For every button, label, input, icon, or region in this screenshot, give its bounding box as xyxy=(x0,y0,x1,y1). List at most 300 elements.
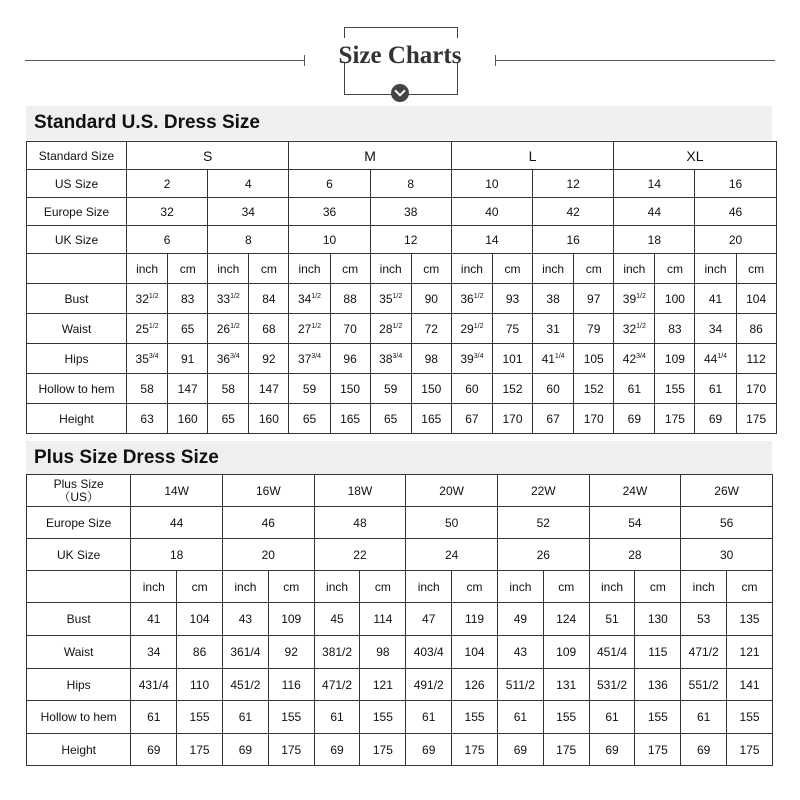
measurement-fraction: 1/2 xyxy=(148,292,159,300)
measurement-value: 165 xyxy=(340,411,361,426)
size-value-cell: 22 xyxy=(314,539,406,571)
measurement-cell: 41 xyxy=(131,603,177,636)
measurement-cell xyxy=(736,374,776,404)
measurement-value: 34 xyxy=(297,291,312,306)
plus-size-label: Plus Size xyxy=(53,476,104,491)
measurement-cell xyxy=(370,284,411,314)
measurement-row xyxy=(27,284,777,314)
measurement-cell xyxy=(493,344,533,374)
measurement-fraction: 1/4 xyxy=(717,352,728,360)
measurement-value: 90 xyxy=(424,291,438,306)
measurement-cell xyxy=(451,284,492,314)
size-value-cell: 14 xyxy=(614,170,695,198)
plus-size-table xyxy=(26,474,773,766)
uk-size-row xyxy=(27,539,773,571)
size-value-cell: 12 xyxy=(533,170,614,198)
measurement-value: 97 xyxy=(587,291,601,306)
measurement-cell: 61 xyxy=(406,701,452,734)
measurement-value: 59 xyxy=(302,381,317,396)
measurement-cell: 155 xyxy=(177,701,223,734)
size-value-cell: 36 xyxy=(289,198,370,226)
measurement-cell: 175 xyxy=(177,734,223,766)
measurement-cell: 69 xyxy=(497,734,543,766)
unit-inch-cell: inch xyxy=(222,571,268,603)
measurement-cell xyxy=(655,404,695,434)
size-cell: 22W xyxy=(497,475,589,507)
measurement-value: 31 xyxy=(546,321,560,336)
measurement-cell: 451/4 xyxy=(589,636,635,669)
size-value-cell: 6 xyxy=(289,170,370,198)
measurement-cell xyxy=(533,284,574,314)
size-value-cell: 38 xyxy=(370,198,451,226)
size-value-cell: 2 xyxy=(127,170,208,198)
measurement-cell xyxy=(249,374,289,404)
measurement-cell: 61 xyxy=(497,701,543,734)
measurement-cell: 98 xyxy=(360,636,406,669)
measurement-fraction: 3/4 xyxy=(636,352,646,360)
measurement-cell xyxy=(330,314,370,344)
measurement-row xyxy=(27,701,773,734)
europe-size-row xyxy=(27,507,773,539)
measurement-cell xyxy=(574,344,614,374)
size-value-cell: 26 xyxy=(497,539,589,571)
measurement-cell: 121 xyxy=(727,636,773,669)
row-label: UK Size xyxy=(27,539,131,571)
unit-cm-cell: cm xyxy=(635,571,681,603)
measurement-cell: 104 xyxy=(177,603,223,636)
size-value-cell: 12 xyxy=(370,226,451,254)
measurement-cell: 403/4 xyxy=(406,636,452,669)
measurement-cell xyxy=(289,314,330,344)
size-value-cell: 20 xyxy=(695,226,776,254)
measurement-cell xyxy=(289,374,330,404)
measurement-cell: 175 xyxy=(543,734,589,766)
measurement-cell xyxy=(614,314,655,344)
measurement-cell xyxy=(330,344,370,374)
plus-section-title: Plus Size Dress Size xyxy=(26,441,772,475)
measurement-cell xyxy=(370,314,411,344)
size-value-cell: 8 xyxy=(208,226,289,254)
measurement-cell xyxy=(574,314,614,344)
measurement-value: 75 xyxy=(505,321,520,336)
measurement-cell: 61 xyxy=(681,701,727,734)
unit-cm-cell: cm xyxy=(411,254,451,284)
unit-cm-cell: cm xyxy=(543,571,589,603)
measurement-cell: 86 xyxy=(177,636,223,669)
measurement-value: 41 xyxy=(708,291,723,306)
measurement-cell xyxy=(736,314,776,344)
measurement-value: 37 xyxy=(297,351,312,366)
measurement-cell xyxy=(411,284,451,314)
measurement-fraction: 1/2 xyxy=(230,292,240,300)
measurement-value: 150 xyxy=(421,381,442,396)
unit-inch-cell: inch xyxy=(370,254,411,284)
measurement-value: 155 xyxy=(664,381,685,396)
measurement-cell: 135 xyxy=(727,603,773,636)
measurement-cell: 381/2 xyxy=(314,636,360,669)
measurement-cell xyxy=(493,314,533,344)
measurement-cell xyxy=(249,314,289,344)
size-value-cell: 46 xyxy=(222,507,314,539)
measurement-fraction: 1/2 xyxy=(311,292,322,300)
measurement-value: 83 xyxy=(181,291,195,306)
measurement-fraction: 3/4 xyxy=(473,352,484,360)
size-value-cell: 30 xyxy=(681,539,773,571)
measurement-cell: 61 xyxy=(222,701,268,734)
measurement-cell: 155 xyxy=(543,701,589,734)
measurement-value: 25 xyxy=(135,321,149,336)
measurement-value: 60 xyxy=(465,381,479,396)
unit-cm-cell: cm xyxy=(177,571,223,603)
measurement-cell xyxy=(533,314,574,344)
measurement-cell: 136 xyxy=(635,669,681,701)
measurement-cell xyxy=(655,344,695,374)
measurement-cell: 141 xyxy=(727,669,773,701)
measurement-cell: 45 xyxy=(314,603,360,636)
size-value-cell: 20 xyxy=(222,539,314,571)
unit-row xyxy=(27,254,777,284)
measurement-cell xyxy=(411,314,451,344)
measurement-cell: 110 xyxy=(177,669,223,701)
size-value-cell: 48 xyxy=(314,507,406,539)
header-rule-left xyxy=(25,60,305,61)
measurement-cell: 109 xyxy=(543,636,589,669)
row-label: Hips xyxy=(27,669,131,701)
unit-inch-cell: inch xyxy=(497,571,543,603)
measurement-value: 69 xyxy=(708,411,723,426)
measurement-value: 26 xyxy=(216,321,231,336)
empty-cell xyxy=(27,571,131,603)
row-label: Height xyxy=(27,734,131,766)
unit-cm-cell: cm xyxy=(493,254,533,284)
measurement-cell xyxy=(533,344,574,374)
measurement-value: 160 xyxy=(258,411,279,426)
measurement-cell xyxy=(574,374,614,404)
measurement-value: 35 xyxy=(379,291,393,306)
unit-cm-cell: cm xyxy=(249,254,289,284)
unit-inch-cell: inch xyxy=(314,571,360,603)
unit-cm-cell: cm xyxy=(727,571,773,603)
measurement-cell xyxy=(168,314,208,344)
measurement-value: 152 xyxy=(502,381,523,396)
measurement-cell xyxy=(208,404,249,434)
unit-cm-cell: cm xyxy=(655,254,695,284)
measurement-row xyxy=(27,374,777,404)
size-value-cell: 8 xyxy=(370,170,451,198)
size-cell: 18W xyxy=(314,475,406,507)
unit-inch-cell: inch xyxy=(131,571,177,603)
measurement-fraction: 1/4 xyxy=(554,352,565,360)
measurement-row xyxy=(27,404,777,434)
unit-inch-cell: inch xyxy=(208,254,249,284)
measurement-cell: 69 xyxy=(222,734,268,766)
measurement-cell xyxy=(370,374,411,404)
measurement-value: 63 xyxy=(140,411,154,426)
measurement-cell xyxy=(289,284,330,314)
size-value-cell: 10 xyxy=(289,226,370,254)
measurement-cell: 61 xyxy=(314,701,360,734)
measurement-cell: 61 xyxy=(131,701,177,734)
measurement-value: 35 xyxy=(135,351,149,366)
measurement-fraction: 1/2 xyxy=(230,322,240,330)
unit-inch-cell: inch xyxy=(289,254,330,284)
row-label: Waist xyxy=(27,314,127,344)
size-cell: XL xyxy=(614,142,776,170)
measurement-value: 29 xyxy=(460,321,474,336)
measurement-cell xyxy=(411,404,451,434)
measurement-cell xyxy=(127,284,168,314)
measurement-value: 42 xyxy=(622,351,637,366)
measurement-cell xyxy=(695,314,736,344)
measurement-value: 60 xyxy=(546,381,560,396)
size-value-cell: 54 xyxy=(589,507,681,539)
measurement-cell xyxy=(493,284,533,314)
measurement-cell xyxy=(655,284,695,314)
size-value-cell: 34 xyxy=(208,198,289,226)
measurement-cell: 115 xyxy=(635,636,681,669)
measurement-cell xyxy=(614,344,655,374)
row-label: Bust xyxy=(27,284,127,314)
unit-inch-cell: inch xyxy=(589,571,635,603)
measurement-row xyxy=(27,669,773,701)
plus-size-row xyxy=(27,475,773,507)
row-label: US Size xyxy=(27,170,127,198)
plus-size-label-unit: （US） xyxy=(58,489,99,504)
measurement-value: 170 xyxy=(502,411,523,426)
row-label xyxy=(27,475,131,507)
size-value-cell: 28 xyxy=(589,539,681,571)
standard-section-title: Standard U.S. Dress Size xyxy=(26,106,772,140)
measurement-cell: 43 xyxy=(222,603,268,636)
measurement-value: 101 xyxy=(502,351,523,366)
measurement-value: 58 xyxy=(140,381,154,396)
chevron-down-icon xyxy=(391,84,409,102)
measurement-cell: 34 xyxy=(131,636,177,669)
us-size-row xyxy=(27,170,777,198)
measurement-cell: 69 xyxy=(314,734,360,766)
measurement-fraction: 1/2 xyxy=(473,292,484,300)
measurement-value: 91 xyxy=(181,351,195,366)
row-label: Bust xyxy=(27,603,131,636)
measurement-cell: 126 xyxy=(452,669,498,701)
measurement-fraction: 3/4 xyxy=(392,352,403,360)
measurement-cell xyxy=(614,284,655,314)
measurement-cell: 551/2 xyxy=(681,669,727,701)
measurement-value: 61 xyxy=(708,381,723,396)
measurement-value: 61 xyxy=(627,381,642,396)
measurement-value: 93 xyxy=(505,291,520,306)
measurement-cell xyxy=(533,404,574,434)
measurement-cell: 175 xyxy=(360,734,406,766)
measurement-cell: 69 xyxy=(131,734,177,766)
measurement-value: 147 xyxy=(258,381,279,396)
measurement-cell xyxy=(127,404,168,434)
size-value-cell: 16 xyxy=(695,170,776,198)
measurement-cell xyxy=(208,314,249,344)
measurement-value: 67 xyxy=(546,411,560,426)
unit-inch-cell: inch xyxy=(681,571,727,603)
measurement-value: 152 xyxy=(583,381,604,396)
row-label: Europe Size xyxy=(27,507,131,539)
size-value-cell: 42 xyxy=(533,198,614,226)
unit-cm-cell: cm xyxy=(736,254,776,284)
measurement-cell: 51 xyxy=(589,603,635,636)
measurement-cell: 361/4 xyxy=(222,636,268,669)
measurement-value: 65 xyxy=(302,411,317,426)
measurement-cell: 471/2 xyxy=(681,636,727,669)
measurement-cell: 69 xyxy=(589,734,635,766)
measurement-fraction: 1/2 xyxy=(473,322,484,330)
size-value-cell: 46 xyxy=(695,198,776,226)
size-value-cell: 24 xyxy=(406,539,498,571)
measurement-cell xyxy=(411,374,451,404)
measurement-value: 44 xyxy=(703,351,718,366)
measurement-row xyxy=(27,734,773,766)
row-label: Height xyxy=(27,404,127,434)
measurement-value: 38 xyxy=(379,351,393,366)
size-value-cell: 44 xyxy=(131,507,223,539)
unit-cm-cell: cm xyxy=(168,254,208,284)
size-cell: M xyxy=(289,142,451,170)
measurement-cell: 121 xyxy=(360,669,406,701)
measurement-cell: 451/2 xyxy=(222,669,268,701)
measurement-fraction: 3/4 xyxy=(148,352,159,360)
measurement-cell: 61 xyxy=(589,701,635,734)
measurement-value: 28 xyxy=(379,321,393,336)
measurement-cell xyxy=(208,284,249,314)
size-value-cell: 18 xyxy=(131,539,223,571)
measurement-cell: 175 xyxy=(452,734,498,766)
measurement-value: 88 xyxy=(343,291,357,306)
measurement-cell: 471/2 xyxy=(314,669,360,701)
size-value-cell: 40 xyxy=(451,198,532,226)
measurement-cell: 431/4 xyxy=(131,669,177,701)
measurement-cell xyxy=(168,284,208,314)
unit-cm-cell: cm xyxy=(268,571,314,603)
page-header xyxy=(0,0,800,105)
measurement-cell: 491/2 xyxy=(406,669,452,701)
page-title: Size Charts xyxy=(338,42,462,69)
europe-size-row xyxy=(27,198,777,226)
measurement-cell: 155 xyxy=(635,701,681,734)
measurement-value: 34 xyxy=(708,321,723,336)
unit-cm-cell: cm xyxy=(452,571,498,603)
measurement-value: 165 xyxy=(421,411,442,426)
measurement-fraction: 3/4 xyxy=(311,352,322,360)
standard-size-table xyxy=(26,141,777,434)
measurement-cell xyxy=(451,344,492,374)
measurement-value: 58 xyxy=(221,381,235,396)
unit-inch-cell: inch xyxy=(533,254,574,284)
measurement-row xyxy=(27,636,773,669)
measurement-cell: 531/2 xyxy=(589,669,635,701)
measurement-cell: 155 xyxy=(360,701,406,734)
unit-cm-cell: cm xyxy=(330,254,370,284)
measurement-row xyxy=(27,344,777,374)
measurement-cell: 109 xyxy=(268,603,314,636)
measurement-cell: 92 xyxy=(268,636,314,669)
measurement-value: 112 xyxy=(746,351,766,366)
measurement-cell xyxy=(574,404,614,434)
measurement-cell: 124 xyxy=(543,603,589,636)
measurement-cell: 155 xyxy=(268,701,314,734)
measurement-fraction: 1/2 xyxy=(392,292,403,300)
measurement-cell xyxy=(533,374,574,404)
measurement-cell xyxy=(168,374,208,404)
size-value-cell: 18 xyxy=(614,226,695,254)
measurement-value: 69 xyxy=(627,411,642,426)
measurement-cell xyxy=(451,314,492,344)
unit-inch-cell: inch xyxy=(406,571,452,603)
measurement-cell xyxy=(493,374,533,404)
measurement-cell xyxy=(736,344,776,374)
measurement-cell xyxy=(249,404,289,434)
measurement-cell xyxy=(614,404,655,434)
measurement-value: 100 xyxy=(664,291,685,306)
measurement-cell: 155 xyxy=(452,701,498,734)
measurement-cell xyxy=(736,284,776,314)
unit-row xyxy=(27,571,773,603)
measurement-value: 92 xyxy=(262,351,276,366)
size-cell: S xyxy=(127,142,289,170)
measurement-cell: 130 xyxy=(635,603,681,636)
empty-cell xyxy=(27,254,127,284)
measurement-cell: 175 xyxy=(635,734,681,766)
measurement-value: 33 xyxy=(216,291,231,306)
row-label: Hollow to hem xyxy=(27,701,131,734)
row-label: Hollow to hem xyxy=(27,374,127,404)
measurement-cell xyxy=(451,374,492,404)
size-value-cell: 56 xyxy=(681,507,773,539)
measurement-value: 38 xyxy=(546,291,560,306)
uk-size-row xyxy=(27,226,777,254)
measurement-row xyxy=(27,314,777,344)
measurement-value: 147 xyxy=(177,381,198,396)
measurement-value: 109 xyxy=(664,351,685,366)
measurement-cell: 511/2 xyxy=(497,669,543,701)
measurement-value: 41 xyxy=(541,351,555,366)
measurement-cell: 175 xyxy=(727,734,773,766)
measurement-cell xyxy=(451,404,492,434)
measurement-value: 70 xyxy=(343,321,357,336)
measurement-cell xyxy=(614,374,655,404)
measurement-cell xyxy=(127,344,168,374)
measurement-value: 98 xyxy=(424,351,438,366)
measurement-value: 39 xyxy=(460,351,474,366)
row-label: Standard Size xyxy=(27,142,127,170)
measurement-value: 65 xyxy=(181,321,195,336)
measurement-cell xyxy=(330,404,370,434)
measurement-value: 59 xyxy=(384,381,398,396)
measurement-value: 170 xyxy=(746,381,767,396)
size-value-cell: 50 xyxy=(406,507,498,539)
measurement-cell xyxy=(208,344,249,374)
measurement-cell: 43 xyxy=(497,636,543,669)
row-label: Hips xyxy=(27,344,127,374)
row-label: Waist xyxy=(27,636,131,669)
measurement-cell xyxy=(574,284,614,314)
size-cell: 24W xyxy=(589,475,681,507)
size-value-cell: 32 xyxy=(127,198,208,226)
measurement-fraction: 1/2 xyxy=(148,322,159,330)
measurement-value: 96 xyxy=(343,351,357,366)
size-value-cell: 10 xyxy=(451,170,532,198)
measurement-cell xyxy=(695,284,736,314)
measurement-fraction: 1/2 xyxy=(636,292,646,300)
size-value-cell: 44 xyxy=(614,198,695,226)
size-cell: 20W xyxy=(406,475,498,507)
measurement-cell: 114 xyxy=(360,603,406,636)
